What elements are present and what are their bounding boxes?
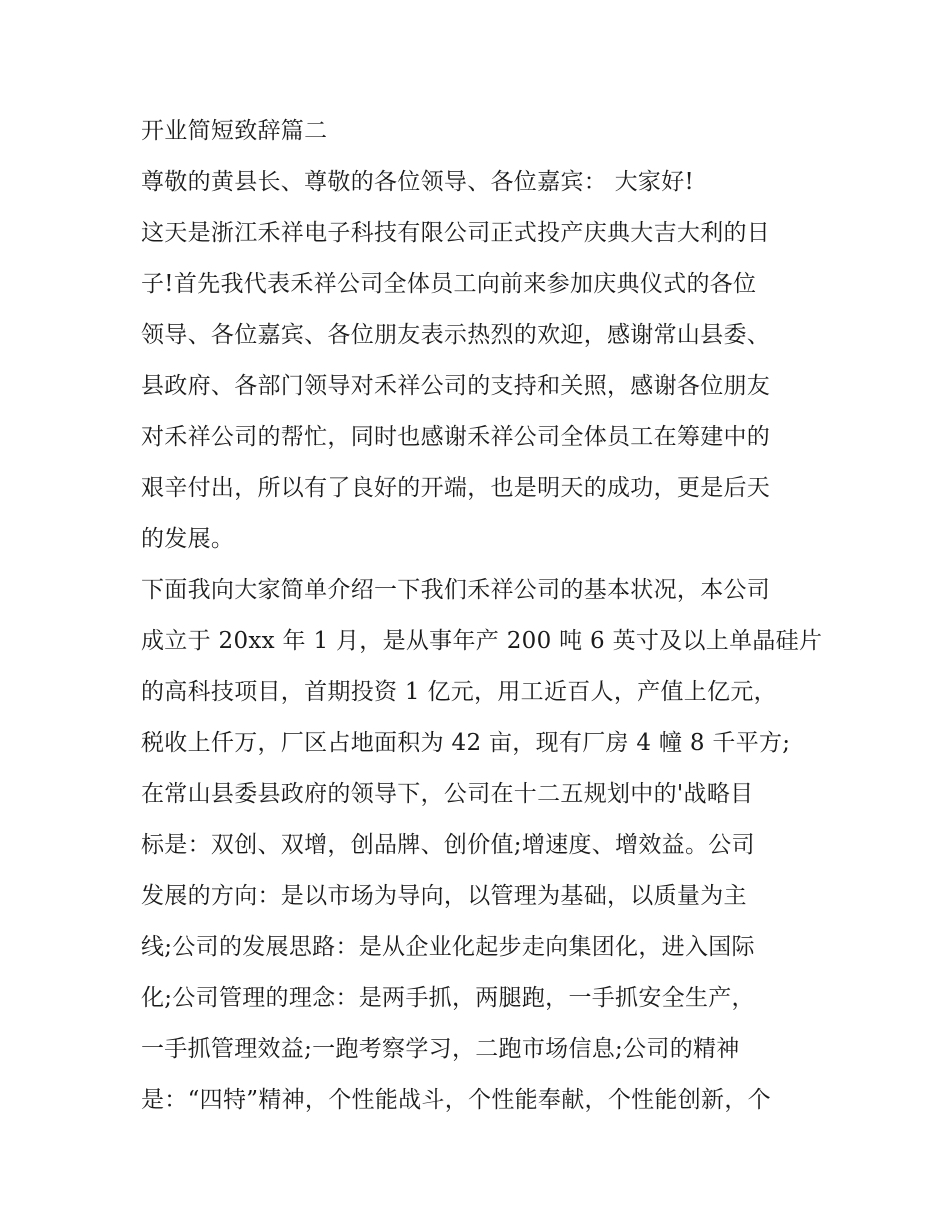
text-line: 子!首先我代表禾祥公司全体员工向前来参加庆典仪式的各位 [141,271,757,297]
text-line: 对禾祥公司的帮忙，同时也感谢禾祥公司全体员工在筹建中的 [141,424,771,450]
text-line: 化;公司管理的理念：是两手抓，两腿跑，一手抓安全生产， [141,985,755,1011]
text-line: 一手抓管理效益;一跑考察学习，二跑市场信息;公司的精神 [141,1036,740,1062]
text-line: 是：“四特”精神，个性能战斗，个性能奉献，个性能创新，个 [141,1087,771,1113]
document-title: 开业简短致辞篇二 [141,118,328,144]
text-line: 艰辛付出，所以有了良好的开端，也是明天的成功，更是后天 [141,475,771,501]
text-line: 税收上仟万，厂区占地面积为 42 亩，现有厂房 4 幢 8 千平方; [141,730,791,756]
text-line: 这天是浙江禾祥电子科技有限公司正式投产庆典大吉大利的日 [141,220,771,246]
text-line: 在常山县委县政府的领导下，公司在十二五规划中的'战略目 [141,781,754,807]
text-line: 发展的方向：是以市场为导向，以管理为基础，以质量为主 [141,883,747,909]
text-line: 县政府、各部门领导对禾祥公司的支持和关照，感谢各位朋友 [141,373,771,399]
text-line: 成立于 20xx 年 1 月，是从事年产 200 吨 6 英寸及以上单晶硅片 [141,628,823,654]
text-line: 下面我向大家简单介绍一下我们禾祥公司的基本状况，本公司 [141,577,771,603]
text-line: 标是：双创、双增，创品牌、创价值;增速度、增效益。公司 [141,832,755,858]
text-line: 的高科技项目，首期投资 1 亿元，用工近百人，产值上亿元， [141,679,777,705]
text-line: 的发展。 [141,526,235,552]
text-line: 线;公司的发展思路：是从企业化起步走向集团化，进入国际 [141,934,755,960]
text-line: 领导、各位嘉宾、各位朋友表示热烈的欢迎，感谢常山县委、 [141,322,771,348]
text-line: 尊敬的黄县长、尊敬的各位领导、各位嘉宾： 大家好! [141,169,695,195]
